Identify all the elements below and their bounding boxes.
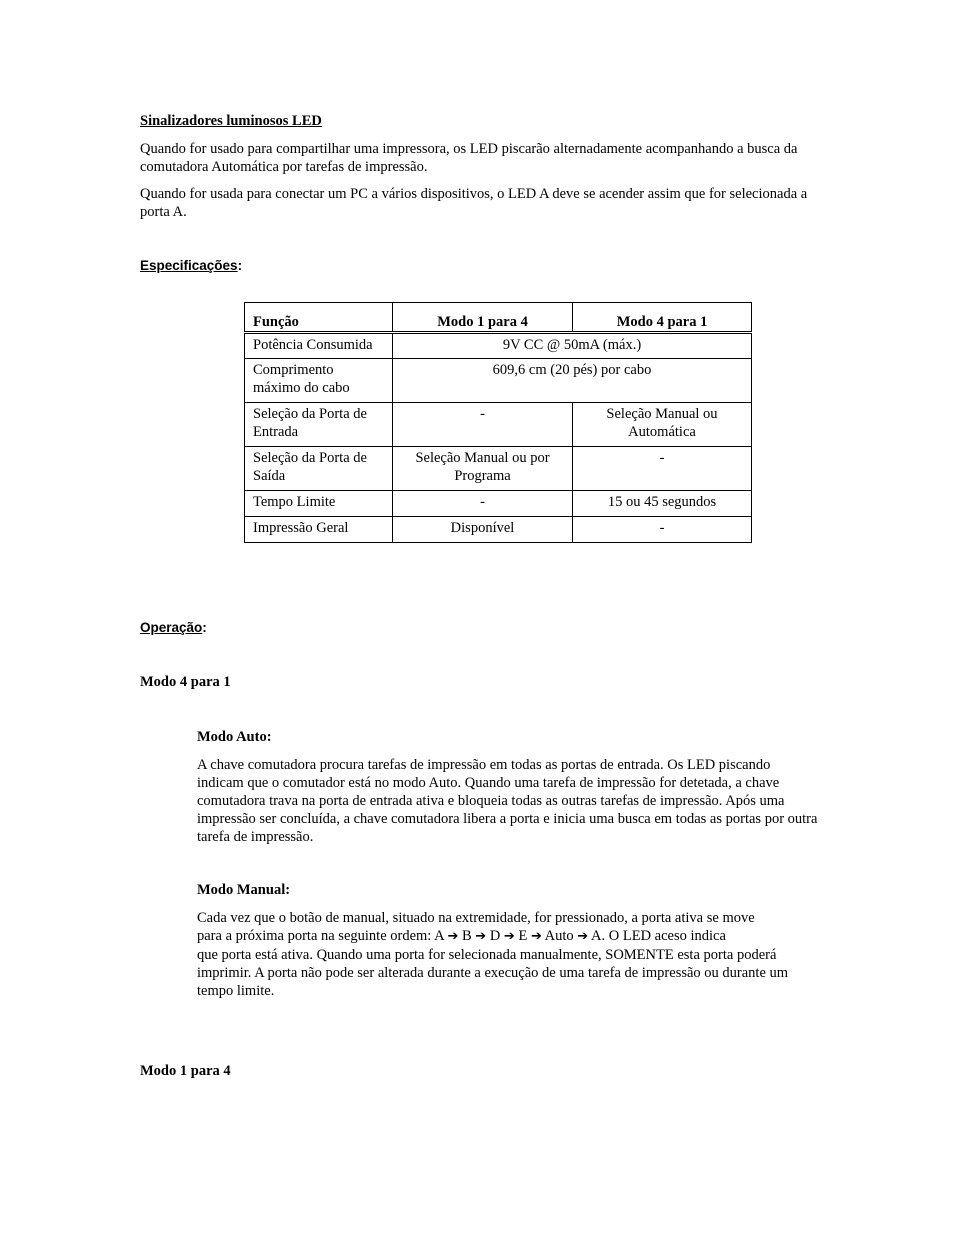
table-row [245,403,752,447]
row-merged-value: 9V CC @ 50mA (máx.) [393,333,752,359]
header-modo-1-para-4: Modo 1 para 4 [393,303,573,333]
table-row [245,359,752,403]
specs-section-title: Especificações: [140,258,243,273]
row-modo-1-para-4: Disponível [393,517,573,543]
table-row [245,333,752,359]
arrow-icon: ➔ [530,929,542,944]
row-modo-1-para-4: - [393,491,573,517]
table-row [245,491,752,517]
row-function: Tempo Limite [245,491,393,517]
led-paragraph-1: Quando for usado para compartilhar uma impressora, os LED piscarão alternadamente acompanhando a busca da comutadora Automática por tarefas de impressão. [140,141,798,175]
manual-line-2: para a próxima porta na seguinte ordem: A ➔ B ➔ D ➔ E ➔ Auto ➔ A. O LED aceso indica [197,928,726,944]
row-function: Seleção da Porta de Entrada [245,403,393,447]
row-function: Seleção da Porta de Saída [245,447,393,491]
table-row [245,447,752,491]
header-modo-4-para-1: Modo 4 para 1 [573,303,752,333]
mode-4-para-1-title: Modo 4 para 1 [140,674,231,690]
row-modo-4-para-1: - [573,517,752,543]
auto-mode-title: Modo Auto: [197,729,272,745]
mode-1-para-4-title: Modo 1 para 4 [140,1063,231,1079]
row-function: Potência Consumida [245,333,393,359]
row-merged-value: 609,6 cm (20 pés) por cabo [393,359,752,403]
row-function: Impressão Geral [245,517,393,543]
row-function: Comprimento máximo do cabo [245,359,393,403]
row-modo-4-para-1: 15 ou 45 segundos [573,491,752,517]
manual-mode-title: Modo Manual: [197,882,291,898]
arrow-icon: ➔ [475,929,487,944]
arrow-icon: ➔ [577,929,589,944]
auto-mode-text: A chave comutadora procura tarefas de impressão em todas as portas de entrada. Os LED piscando indicam que o comutador está no modo Auto. Quando uma tarefa de impressão for detetada, a chave comutadora trava na porta de entrada ativa e bloqueia todas as outras tarefas de impressão. Após uma impressão ser concluída, a chave comutadora libera a porta e inicia uma busca em todas as portas por outra tarefa de impressão. [197,757,818,845]
arrow-icon: ➔ [503,929,515,944]
row-modo-1-para-4: Seleção Manual ou por Programa [393,447,573,491]
table-row [245,517,752,543]
manual-rest: que porta está ativa. Quando uma porta for selecionada manualmente, SOMENTE esta porta poderá imprimir. A porta não pode ser alterada durante a execução de uma tarefa de impressão ou durante um tempo limite. [197,947,789,999]
row-modo-1-para-4: - [393,403,573,447]
arrow-icon: ➔ [447,929,459,944]
led-section-title: Sinalizadores luminosos LED [140,113,322,129]
operation-section-title: Operação: [140,620,207,635]
row-modo-4-para-1: - [573,447,752,491]
row-modo-4-para-1: Seleção Manual ou Automática [573,403,752,447]
header-funcao: Função [245,303,393,333]
manual-mode-text [197,909,819,1000]
led-paragraph-2: Quando for usada para conectar um PC a vários dispositivos, o LED A deve se acender assim que for selecionada a porta A. [140,186,808,220]
manual-line-1: Cada vez que o botão de manual, situado na extremidade, for pressionado, a porta ativa se move [197,910,755,926]
specs-table [244,302,752,543]
table-header-row [245,303,752,333]
